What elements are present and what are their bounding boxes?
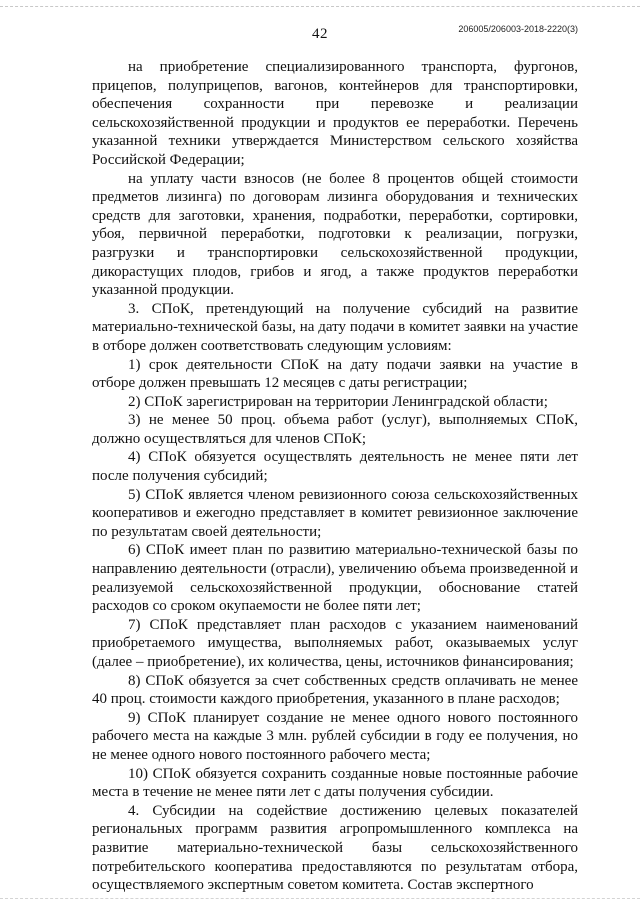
paragraph-section-4: 4. Субсидии на содействие достижению целевых показателей региональных программ развития агропромышленного комплекса на развитие материально-технической базы сельскохозяйственного потребительского кооператива предоставляются по результатам отбора, осуществляемого экспертным советом комитета. Состав экспертного	[92, 802, 578, 894]
condition-7: 7) СПоК представляет план расходов с указанием наименований приобретаемого имущества, выполняемых работ, оказываемых услуг (далее – приобретение), их количества, цены, источников финансирования;	[92, 616, 578, 670]
page-number: 42	[312, 26, 328, 42]
condition-5: 5) СПоК является членом ревизионного союза сельскохозяйственных кооперативов и ежегодно представляет в комитет ревизионное заключение по результатам своей деятельности;	[92, 486, 578, 540]
document-body	[92, 58, 578, 895]
condition-2: 2) СПоК зарегистрирован на территории Ленинградской области;	[128, 393, 548, 410]
paragraph-section-3: 3. СПоК, претендующий на получение субсидий на развитие материально-технической базы, на дату подачи в комитет заявки на участие в отборе должен соответствовать следующим условиям:	[92, 300, 578, 354]
condition-10: 10) СПоК обязуется сохранить созданные новые постоянные рабочие места в течение не менее пяти лет с даты получения субсидии.	[92, 765, 578, 801]
paragraph-transport: на приобретение специализированного транспорта, фургонов, прицепов, полуприцепов, вагонов, контейнеров для транспортировки, обеспечения сохранности при перевозке и реализации сельскохозяйственной продукции и продуктов ее переработки. Перечень указанной техники утверждается Министерством сельского хозяйства Российской Федерации;	[92, 59, 578, 168]
paragraph-leasing: на уплату части взносов (не более 8 процентов общей стоимости предметов лизинга) по договорам лизинга оборудования и технических средств для заготовки, хранения, подработки, переработки, сортировки, убоя, первичной переработки, подготовки к реализации, погрузки, разгрузки и транспортировки сельскохозяйственной продукции, дикорастущих плодов, грибов и ягод, а также продуктов переработки указанной продукции.	[92, 170, 578, 299]
scan-edge-top	[0, 6, 640, 7]
scan-edge-bottom	[0, 898, 640, 899]
condition-9: 9) СПоК планирует создание не менее одного нового постоянного рабочего места на каждые 3 млн. рублей субсидии в году ее получения, но не менее одного нового постоянного рабочего места;	[92, 709, 578, 763]
condition-1: 1) срок деятельности СПоК на дату подачи заявки на участие в отборе должен превышать 12 месяцев с даты регистрации;	[92, 356, 578, 392]
condition-3: 3) не менее 50 проц. объема работ (услуг), выполняемых СПоК, должно осуществляться для членов СПоК;	[92, 412, 578, 447]
condition-6: 6) СПоК имеет план по развитию материально-технической базы по направлению деятельности (отрасли), увеличению объема произведенной и реализуемой сельскохозяйственной продукции, обоснование статей расходов со сроком окупаемости не более пяти лет;	[92, 542, 578, 615]
condition-4: 4) СПоК обязуется осуществлять деятельность не менее пяти лет после получения субсидий;	[92, 449, 578, 485]
document-code: 206005/206003-2018-2220(3)	[458, 24, 578, 34]
condition-8: 8) СПоК обязуется за счет собственных средств оплачивать не менее 40 проц. стоимости каждого приобретения, указанного в плане расходов;	[92, 672, 578, 708]
